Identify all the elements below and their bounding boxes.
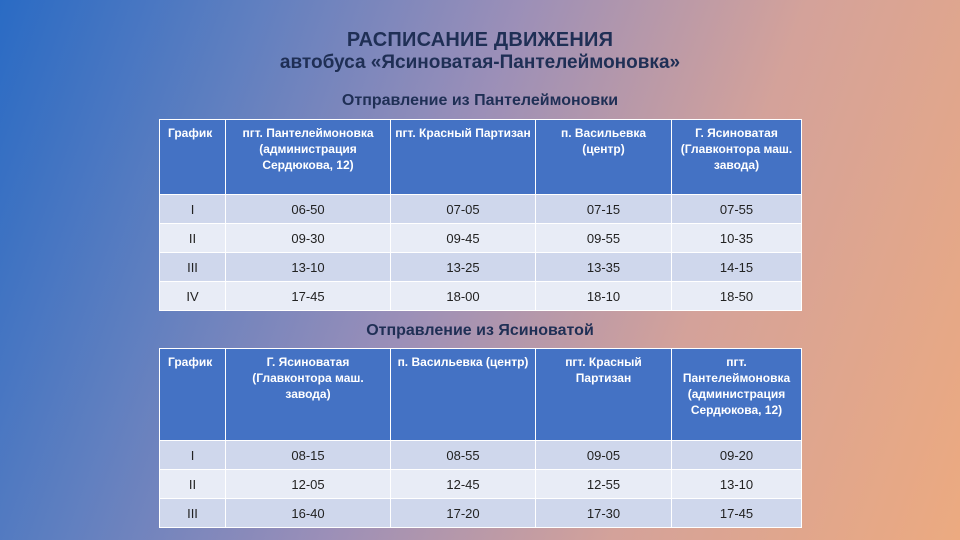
page-subtitle: автобуса «Ясиноватая-Пантелеймоновка» [279, 52, 681, 73]
column-header: График [160, 120, 226, 195]
table-row [160, 470, 802, 499]
table-row [160, 224, 802, 253]
table-cell: 07-15 [536, 195, 672, 224]
table-cell: 18-00 [391, 282, 536, 311]
table-cell: 06-50 [226, 195, 391, 224]
table-row [160, 253, 802, 282]
table-cell: 12-45 [391, 470, 536, 499]
column-header: пгт. Красный Партизан [536, 349, 672, 441]
section-heading-from-panteleimonovka: Отправление из Пантелеймоновки [341, 92, 619, 109]
table-cell: II [160, 224, 226, 253]
table-cell: 09-20 [672, 441, 802, 470]
table-cell: I [160, 195, 226, 224]
table-row [160, 441, 802, 470]
table-cell: 13-10 [226, 253, 391, 282]
table-cell: 13-35 [536, 253, 672, 282]
table-cell: IV [160, 282, 226, 311]
table-cell: 18-50 [672, 282, 802, 311]
column-header: пгт. Пантелеймоновка (администрация Сердюкова, 12) [226, 120, 391, 195]
column-header: п. Васильевка (центр) [536, 120, 672, 195]
table-cell: 14-15 [672, 253, 802, 282]
table-cell: III [160, 253, 226, 282]
table-cell: 09-30 [226, 224, 391, 253]
table-cell: 17-45 [672, 499, 802, 528]
table-row [160, 499, 802, 528]
table-header-row [160, 349, 802, 441]
table-cell: 17-45 [226, 282, 391, 311]
table-cell: 08-15 [226, 441, 391, 470]
table-cell: 09-45 [391, 224, 536, 253]
table-cell: 13-25 [391, 253, 536, 282]
table-cell: 18-10 [536, 282, 672, 311]
section-heading-from-yasinovataya: Отправление из Ясиноватой [366, 322, 594, 339]
table-cell: III [160, 499, 226, 528]
table-cell: 16-40 [226, 499, 391, 528]
table-cell: 08-55 [391, 441, 536, 470]
column-header: Г. Ясиноватая (Главконтора маш. завода) [226, 349, 391, 441]
table-cell: 10-35 [672, 224, 802, 253]
table-cell: 12-05 [226, 470, 391, 499]
table-cell: II [160, 470, 226, 499]
table-cell: 09-55 [536, 224, 672, 253]
table-cell: 17-30 [536, 499, 672, 528]
table-cell: 07-55 [672, 195, 802, 224]
table-cell: 12-55 [536, 470, 672, 499]
table-row [160, 282, 802, 311]
column-header: п. Васильевка (центр) [391, 349, 536, 441]
schedule-table-from-panteleimonovka [159, 119, 802, 311]
column-header: пгт. Пантелеймоновка (администрация Сердюкова, 12) [672, 349, 802, 441]
table-cell: 09-05 [536, 441, 672, 470]
column-header: График [160, 349, 226, 441]
table-cell: I [160, 441, 226, 470]
page-title: РАСПИСАНИЕ ДВИЖЕНИЯ [346, 29, 614, 51]
table-row [160, 195, 802, 224]
table-cell: 13-10 [672, 470, 802, 499]
table-cell: 17-20 [391, 499, 536, 528]
column-header: Г. Ясиноватая (Главконтора маш. завода) [672, 120, 802, 195]
table-header-row [160, 120, 802, 195]
schedule-table-from-yasinovataya [159, 348, 802, 528]
column-header: пгт. Красный Партизан [391, 120, 536, 195]
table-cell: 07-05 [391, 195, 536, 224]
